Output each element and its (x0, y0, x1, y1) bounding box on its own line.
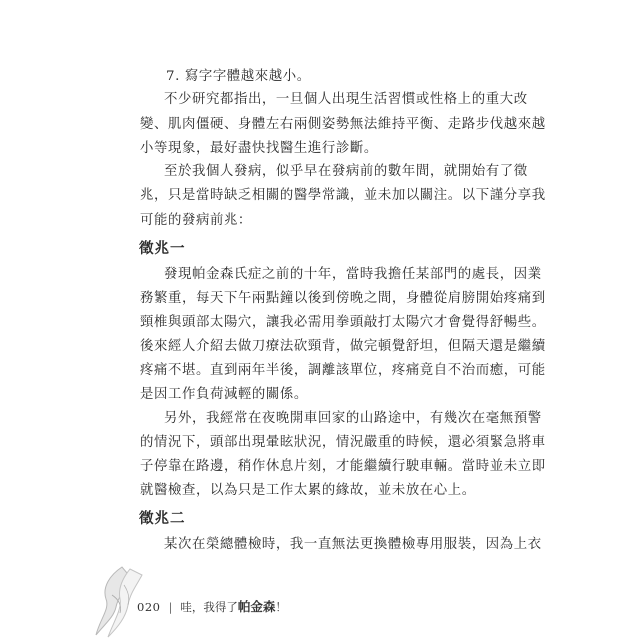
section-heading-2: 徵兆二 (139, 511, 186, 527)
paragraph-line: 就醫檢查，以為只是工作太累的緣故，並未放在心上。 (140, 483, 476, 498)
page-number: 020 (137, 600, 161, 614)
paragraph-line: 的情況下，頭部出現暈眩狀況，情況嚴重的時候，還必須緊急將車 (140, 435, 546, 450)
paragraph-line: 變、肌肉僵硬、身體左右兩側姿勢無法維持平衡、走路步伐越來越 (140, 117, 546, 132)
paragraph-line: 某次在榮總體檢時，我一直無法更換體檢專用服裝，因為上衣 (164, 537, 542, 552)
book-title-emphasis: 帕金森 (237, 599, 276, 614)
section-heading-1: 徵兆一 (139, 241, 186, 257)
paragraph-line: 疼痛不堪。直到兩年半後，調離該單位，疼痛竟自不治而癒，可能 (140, 363, 546, 378)
paragraph-line: 小等現象，最好盡快找醫生進行診斷。 (140, 141, 378, 156)
paragraph-line: 後來經人介紹去做刀療法砍頸背，做完頓覺舒坦，但隔天還是繼續 (140, 339, 546, 354)
footer-separator: | (168, 600, 173, 614)
paragraph-line: 是因工作負荷減輕的關係。 (140, 387, 308, 402)
paragraph-line: 務繁重，每天下午兩點鐘以後到傍晚之間，身體從肩膀開始疼痛到 (140, 291, 546, 306)
list-item-7: 7. 寫字字體越來越小。 (166, 69, 311, 84)
book-title-suffix: ！ (275, 600, 287, 614)
paragraph-line: 另外，我經常在夜晚開車回家的山路途中，有幾次在毫無預警 (164, 411, 542, 426)
paragraph-line: 不少研究都指出，一旦個人出現生活習慣或性格上的重大改 (164, 92, 528, 107)
paragraph-line: 可能的發病前兆： (140, 213, 252, 228)
paragraph-line: 子停靠在路邊，稍作休息片刻，才能繼續行駛車輛。當時並未立即 (140, 459, 546, 474)
paragraph-line: 發現帕金森氏症之前的十年，當時我擔任某部門的處長，因業 (164, 267, 542, 282)
paragraph-line: 兆，只是當時缺乏相關的醫學常識，並未加以關注。以下謹分享我 (140, 188, 546, 203)
paragraph-line: 至於我個人發病，似乎早在發病前的數年間，就開始有了徵 (164, 164, 528, 179)
paragraph-line: 頸椎與頭部太陽穴，讓我必需用拳頭敲打太陽穴才會覺得舒暢些。 (140, 315, 546, 330)
book-title-prefix: 哇，我得了 (180, 600, 238, 614)
page-footer (137, 597, 287, 615)
